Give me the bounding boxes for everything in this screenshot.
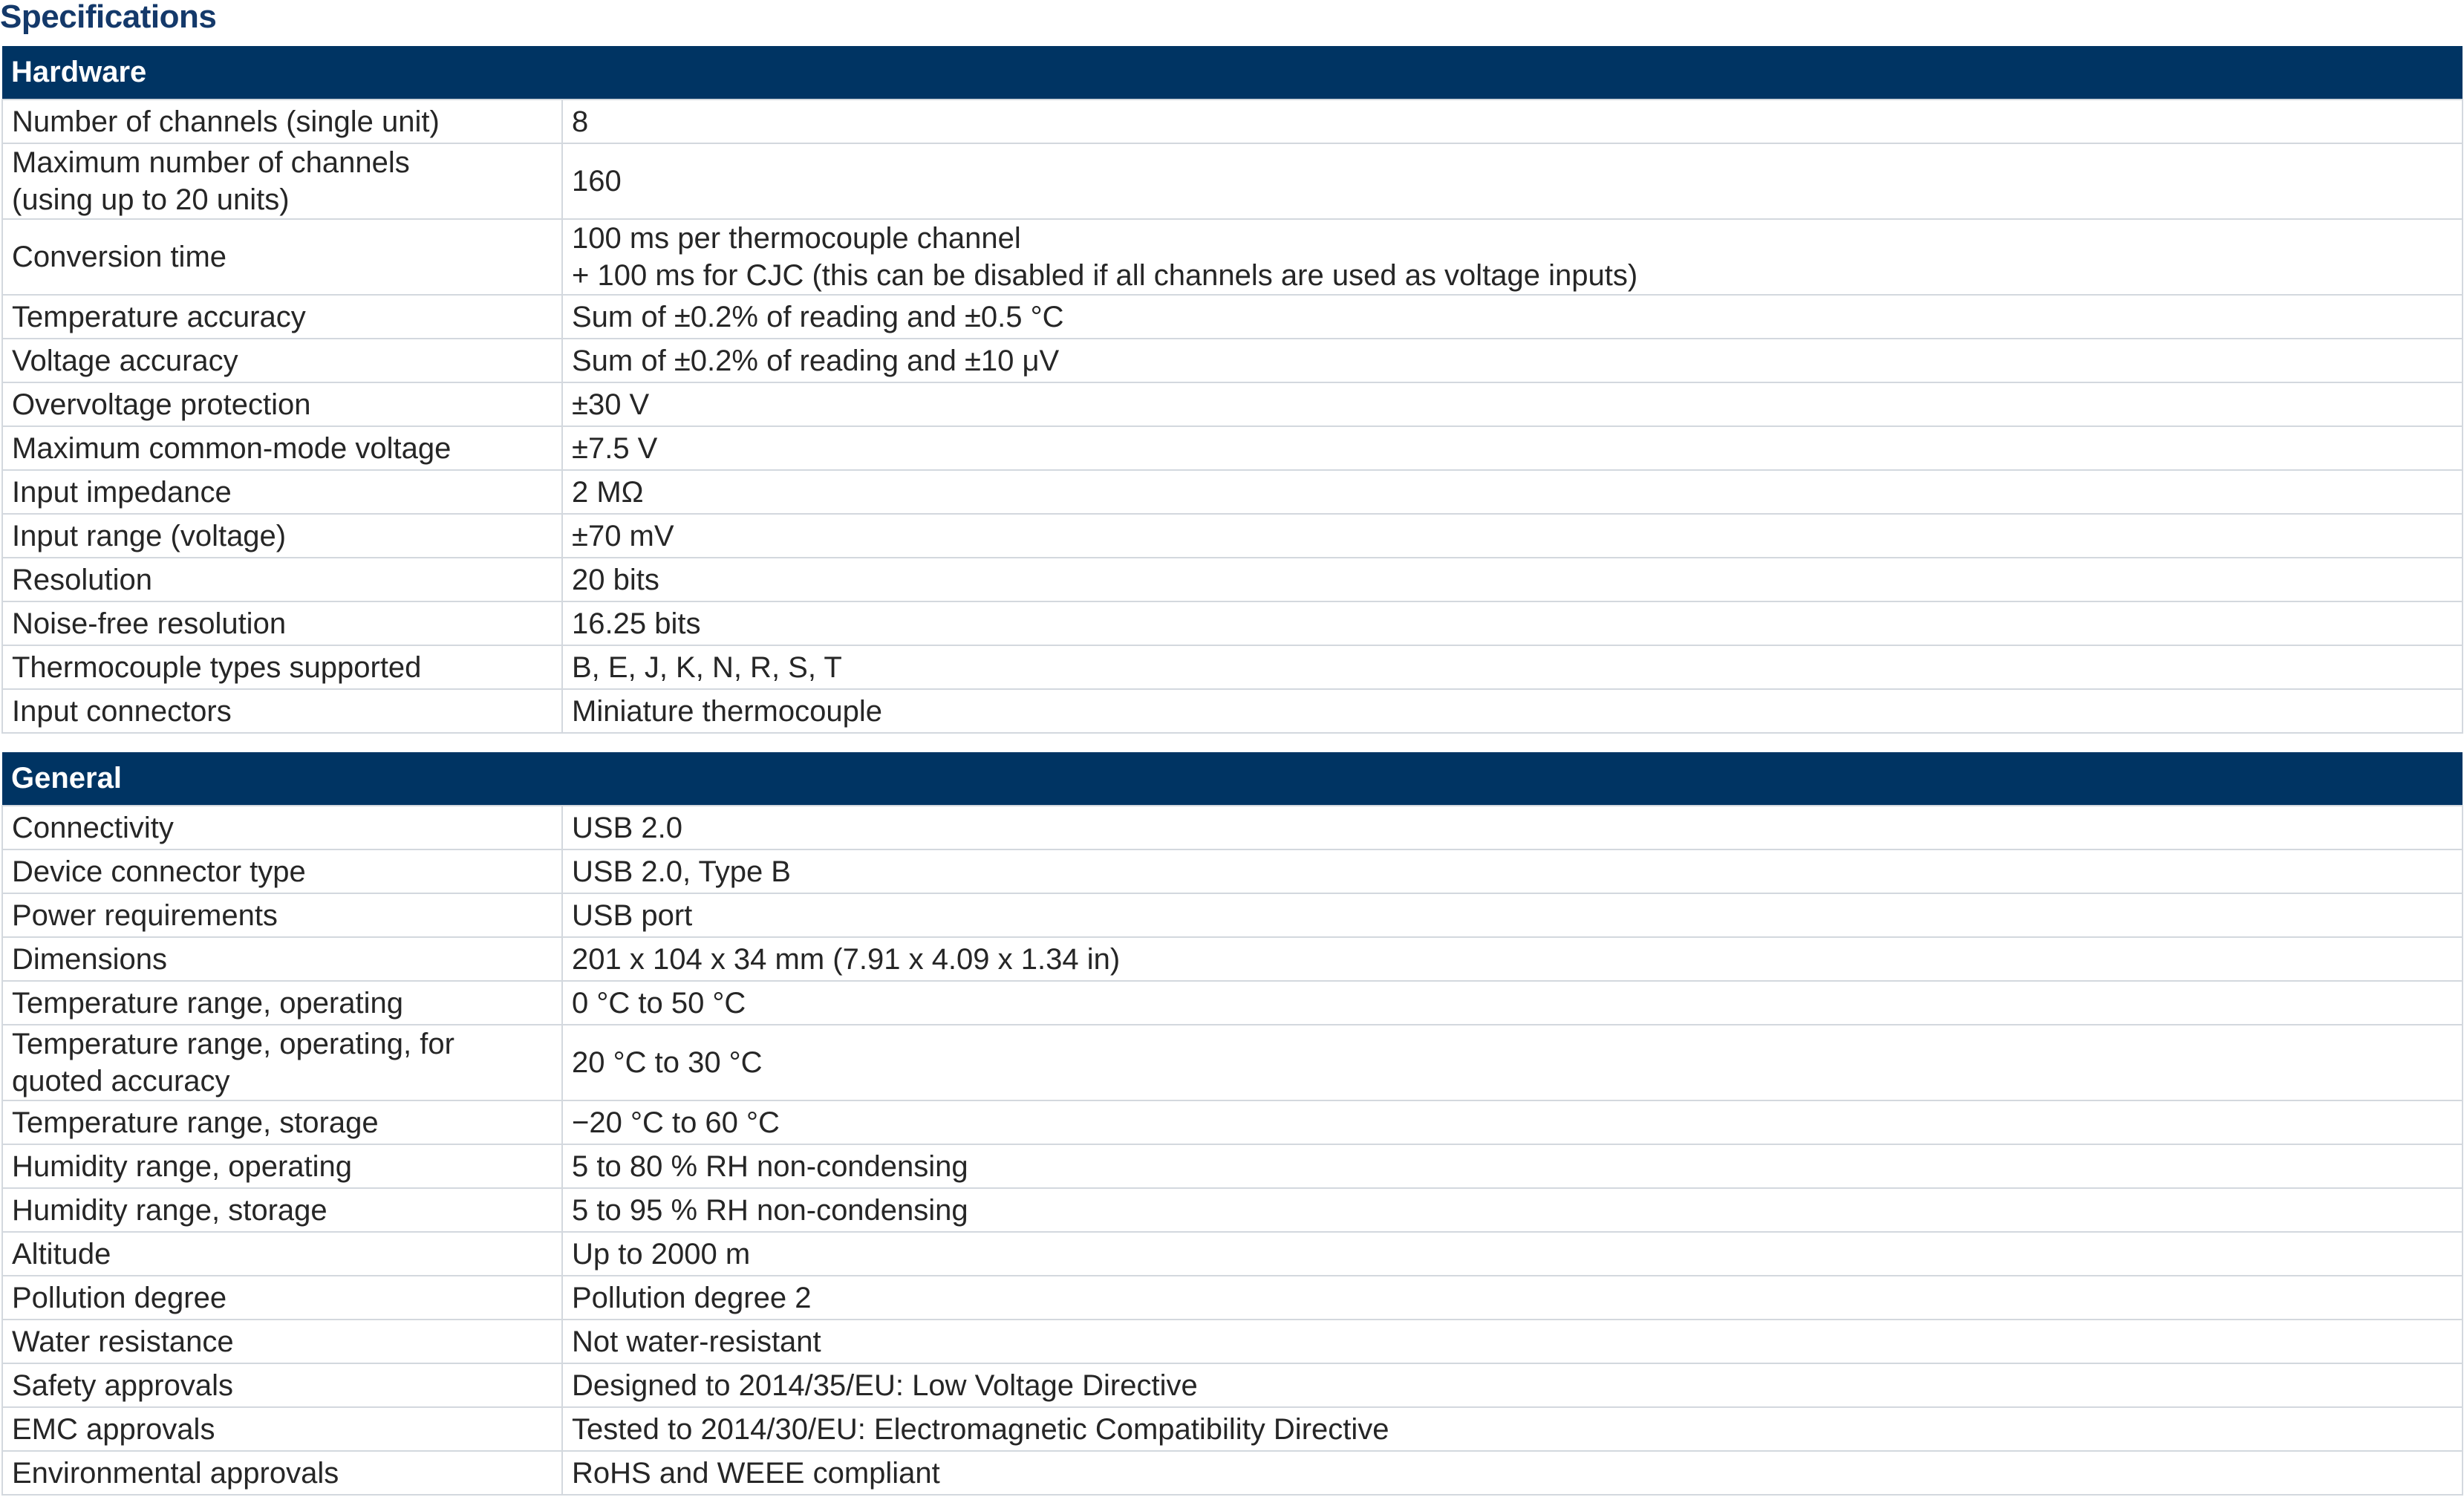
spec-label: Voltage accuracy [2, 339, 562, 382]
table-row [2, 100, 2463, 143]
table-row [2, 514, 2463, 558]
spec-label: Water resistance [2, 1320, 562, 1363]
spec-label: Resolution [2, 558, 562, 601]
spec-value: Sum of ±0.2% of reading and ±10 μV [562, 339, 2463, 382]
spec-value: 100 ms per thermocouple channel + 100 ms for CJC (this can be disabled if all channels are used as voltage inputs) [562, 219, 2463, 295]
table-row [2, 1276, 2463, 1320]
spec-label: Connectivity [2, 806, 562, 849]
spec-value: RoHS and WEEE compliant [562, 1451, 2463, 1495]
page-title: Specifications [0, 0, 217, 35]
spec-label: Overvoltage protection [2, 382, 562, 426]
spec-label: Temperature range, storage [2, 1100, 562, 1144]
spec-label: Conversion time [2, 219, 562, 295]
table-row [2, 806, 2463, 849]
spec-value: Tested to 2014/30/EU: Electromagnetic Compatibility Directive [562, 1407, 2463, 1451]
spec-label: Number of channels (single unit) [2, 100, 562, 143]
spec-label: Device connector type [2, 849, 562, 893]
spec-value: USB 2.0, Type B [562, 849, 2463, 893]
spec-value: 2 MΩ [562, 470, 2463, 514]
table-row [2, 689, 2463, 733]
table-row [2, 558, 2463, 601]
spec-label: Pollution degree [2, 1276, 562, 1320]
spec-label: Safety approvals [2, 1363, 562, 1407]
table-row [2, 339, 2463, 382]
spec-value: ±70 mV [562, 514, 2463, 558]
section-header-general [2, 752, 2463, 806]
spec-label: Power requirements [2, 893, 562, 937]
spec-label: Input impedance [2, 470, 562, 514]
section-title: General [2, 752, 2463, 806]
spec-label: Temperature range, operating, for quoted accuracy [2, 1025, 562, 1100]
spec-value: Sum of ±0.2% of reading and ±0.5 °C [562, 295, 2463, 339]
spec-value: Up to 2000 m [562, 1232, 2463, 1276]
table-row [2, 1025, 2463, 1100]
table-row [2, 1451, 2463, 1495]
table-row [2, 981, 2463, 1025]
table-row [2, 295, 2463, 339]
spec-value: ±30 V [562, 382, 2463, 426]
table-row [2, 937, 2463, 981]
table-row [2, 470, 2463, 514]
spec-value: Designed to 2014/35/EU: Low Voltage Directive [562, 1363, 2463, 1407]
spec-label: EMC approvals [2, 1407, 562, 1451]
table-row [2, 849, 2463, 893]
spec-value: 5 to 80 % RH non-condensing [562, 1144, 2463, 1188]
spec-label: Maximum common-mode voltage [2, 426, 562, 470]
table-row [2, 601, 2463, 645]
spec-label: Noise-free resolution [2, 601, 562, 645]
spec-label: Environmental approvals [2, 1451, 562, 1495]
table-row [2, 1363, 2463, 1407]
spec-value: USB port [562, 893, 2463, 937]
spec-value: 20 bits [562, 558, 2463, 601]
spec-value: B, E, J, K, N, R, S, T [562, 645, 2463, 689]
spec-value: Pollution degree 2 [562, 1276, 2463, 1320]
table-row [2, 893, 2463, 937]
spec-value: 201 x 104 x 34 mm (7.91 x 4.09 x 1.34 in) [562, 937, 2463, 981]
spec-label: Altitude [2, 1232, 562, 1276]
spec-value: ±7.5 V [562, 426, 2463, 470]
table-row [2, 382, 2463, 426]
spec-value: 16.25 bits [562, 601, 2463, 645]
spec-label: Temperature accuracy [2, 295, 562, 339]
spec-label: Humidity range, operating [2, 1144, 562, 1188]
spec-value: 20 °C to 30 °C [562, 1025, 2463, 1100]
spec-label: Humidity range, storage [2, 1188, 562, 1232]
spec-value: Miniature thermocouple [562, 689, 2463, 733]
general-spec-table [1, 752, 2463, 1496]
spec-value: Not water-resistant [562, 1320, 2463, 1363]
spec-value: 0 °C to 50 °C [562, 981, 2463, 1025]
spec-label: Temperature range, operating [2, 981, 562, 1025]
table-row [2, 645, 2463, 689]
spec-value: 160 [562, 143, 2463, 219]
table-row [2, 1232, 2463, 1276]
spec-value: 8 [562, 100, 2463, 143]
hardware-spec-table [1, 46, 2463, 734]
table-row [2, 219, 2463, 295]
section-header-hardware [2, 46, 2463, 100]
spec-label: Input range (voltage) [2, 514, 562, 558]
table-row [2, 143, 2463, 219]
table-row [2, 1188, 2463, 1232]
spec-value: USB 2.0 [562, 806, 2463, 849]
table-row [2, 1320, 2463, 1363]
table-row [2, 1100, 2463, 1144]
spec-label: Thermocouple types supported [2, 645, 562, 689]
table-row [2, 1144, 2463, 1188]
spec-label: Maximum number of channels (using up to 20 units) [2, 143, 562, 219]
section-title: Hardware [2, 46, 2463, 100]
spec-value: 5 to 95 % RH non-condensing [562, 1188, 2463, 1232]
table-row [2, 426, 2463, 470]
spec-label: Dimensions [2, 937, 562, 981]
spec-label: Input connectors [2, 689, 562, 733]
table-row [2, 1407, 2463, 1451]
spec-value: −20 °C to 60 °C [562, 1100, 2463, 1144]
